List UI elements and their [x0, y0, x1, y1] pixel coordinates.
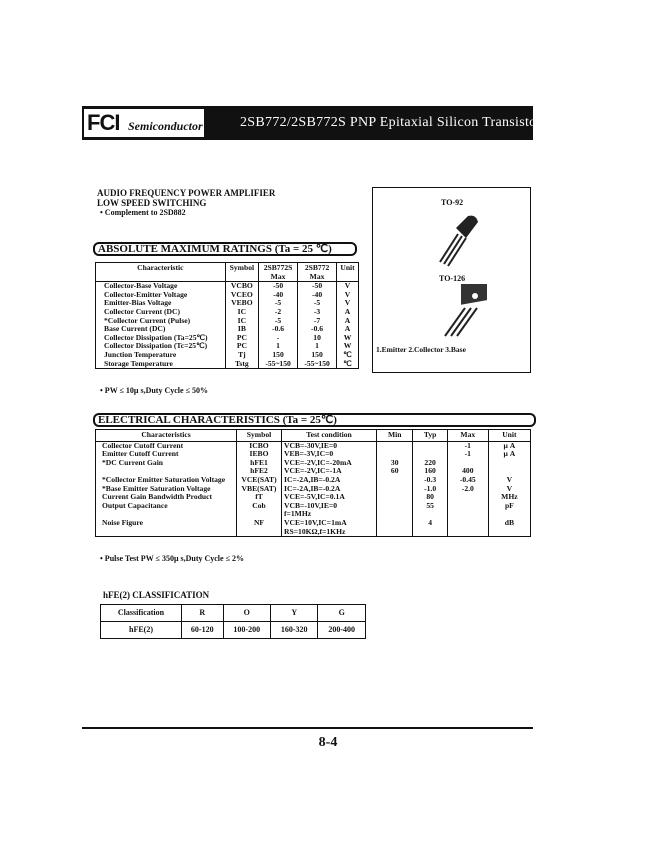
classification-header-r: R — [182, 605, 224, 622]
amr-row-cell: 1 — [298, 342, 337, 351]
ec-row-cell: VBE(SAT) — [237, 485, 282, 494]
classification-header-y: Y — [270, 605, 317, 622]
amr-row-cell: V — [337, 282, 359, 291]
ec-row-cell — [488, 528, 530, 537]
amr-row-cell: V — [337, 291, 359, 300]
ec-header-max: Max — [447, 430, 488, 442]
ec-row-cell: VCE(SAT) — [237, 476, 282, 485]
classification-value-g: 200-400 — [318, 622, 366, 639]
amr-row-cell: V — [337, 299, 359, 308]
ec-row-cell: pF — [488, 502, 530, 511]
ec-table — [95, 429, 531, 537]
ec-row-cell: μ A — [488, 441, 530, 450]
ec-row-cell: IC=-2A,IB=-0.2A — [282, 476, 377, 485]
amr-row-cell: Tstg — [225, 360, 258, 369]
feature-line-2: LOW SPEED SWITCHING — [97, 198, 207, 208]
ec-row-cell: 400 — [447, 467, 488, 476]
amr-row-cell: - — [259, 334, 298, 343]
ec-row-cell — [377, 493, 413, 502]
to126-package-icon — [431, 284, 501, 340]
ec-row-cell — [377, 441, 413, 450]
ec-row-cell: μ A — [488, 450, 530, 459]
amr-row-cell: -5 — [259, 299, 298, 308]
ec-row-cell — [377, 519, 413, 528]
ec-row-cell — [447, 502, 488, 511]
classification-header-g: G — [318, 605, 366, 622]
ec-row-cell: VCE=-2V,IC=-20mA — [282, 459, 377, 468]
amr-row-cell: ℃ — [337, 360, 359, 369]
ec-row-cell: ICBO — [237, 441, 282, 450]
ec-header-unit: Unit — [488, 430, 530, 442]
classification-title: hFE(2) CLASSIFICATION — [103, 590, 210, 600]
amr-row-cell: Collector-Base Voltage — [104, 281, 178, 291]
amr-row-cell: PC — [225, 334, 258, 343]
amr-row-cell: -50 — [298, 282, 337, 291]
ec-row-cell — [413, 528, 447, 537]
ec-row — [96, 528, 531, 537]
ec-row-cell — [377, 510, 413, 519]
amr-row-cell: VCBO — [225, 282, 258, 291]
classification-row-label: hFE(2) — [101, 622, 182, 639]
ec-row-cell: hFE2 — [237, 467, 282, 476]
ec-row-cell: -1.0 — [413, 485, 447, 494]
ec-row-cell: 160 — [413, 467, 447, 476]
logo-subtitle: Semiconductor — [128, 119, 203, 133]
ec-row-cell: *Collector Emitter Saturation Voltage — [102, 474, 226, 484]
ec-row-cell: 55 — [413, 502, 447, 511]
amr-row-cell: -2 — [259, 308, 298, 317]
ec-row-cell: V — [488, 485, 530, 494]
amr-row-cell: Base Current (DC) — [104, 324, 166, 334]
ec-row-cell: hFE1 — [237, 459, 282, 468]
ec-row — [96, 502, 531, 511]
pinout-label: 1.Emitter 2.Collector 3.Base — [376, 345, 466, 354]
amr-row-cell: W — [337, 342, 359, 351]
ec-row-cell: RS=10KΩ,f=1KHz — [282, 528, 377, 537]
amr-row-cell: PC — [225, 342, 258, 351]
amr-section-title: ABSOLUTE MAXIMUM RATINGS (Ta = 25 ℃) — [93, 242, 357, 256]
ec-row-cell: VCB=-10V,IE=0 — [282, 502, 377, 511]
to126-label: TO-126 — [439, 274, 466, 283]
amr-row-cell: 1 — [259, 342, 298, 351]
amr-row-cell: -5 — [298, 299, 337, 308]
ec-row-cell: VEB=-3V,IC=0 — [282, 450, 377, 459]
amr-row-cell: Emitter-Bias Voltage — [104, 298, 172, 308]
ec-row-cell — [377, 528, 413, 537]
amr-row-cell: Collector-Emitter Voltage — [104, 289, 188, 299]
page-number: 8-4 — [318, 735, 338, 750]
ec-row-cell: Cob — [237, 502, 282, 511]
ec-row-cell — [447, 519, 488, 528]
ec-row-cell: f=1MHz — [282, 510, 377, 519]
package-box — [372, 187, 531, 373]
ec-row-cell: MHz — [488, 493, 530, 502]
ec-row-cell: 220 — [413, 459, 447, 468]
amr-row-cell: A — [337, 317, 359, 326]
classification-header-label: Classification — [101, 605, 182, 622]
ec-row-cell: *DC Current Gain — [102, 457, 164, 467]
ec-row-cell: -0.3 — [413, 476, 447, 485]
document-title: 2SB772/2SB772S PNP Epitaxial Silicon Transistor — [240, 115, 542, 130]
ec-row-cell: -0.45 — [447, 476, 488, 485]
amr-row-cell: 150 — [298, 351, 337, 360]
ec-row-cell — [447, 510, 488, 519]
ec-row-cell: NF — [237, 519, 282, 528]
ec-row-cell — [96, 528, 237, 537]
ec-row-cell — [377, 485, 413, 494]
ec-row-cell — [413, 441, 447, 450]
ec-section-title: ELECTRICAL CHARACTERISTICS (Ta = 25℃) — [93, 413, 536, 427]
logo-mark: FCI — [87, 110, 120, 135]
ec-row-cell — [488, 459, 530, 468]
ec-header-test-condition: Test condition — [282, 430, 377, 442]
amr-row-cell: -55~150 — [259, 360, 298, 369]
amr-row-cell: Collector Dissipation (Ta=25℃) — [104, 332, 208, 342]
amr-row-cell: IC — [225, 317, 258, 326]
ec-row-cell: IEBO — [237, 450, 282, 459]
amr-row-cell: -0.6 — [259, 325, 298, 334]
ec-header-characteristics: Characteristics — [96, 430, 237, 442]
amr-row-cell: W — [337, 334, 359, 343]
amr-row-cell: Junction Temperature — [104, 349, 177, 359]
amr-row-cell: IB — [225, 325, 258, 334]
ec-row-cell: fT — [237, 493, 282, 502]
amr-header-2sb772: 2SB772 Max — [298, 263, 337, 282]
ec-row-cell: 30 — [377, 459, 413, 468]
feature-line-3: • Complement to 2SD882 — [100, 208, 186, 217]
amr-row-cell: 150 — [259, 351, 298, 360]
amr-row-cell: IC — [225, 308, 258, 317]
feature-line-1: AUDIO FREQUENCY POWER AMPLIFIER — [97, 188, 276, 198]
amr-row-cell: VCEO — [225, 291, 258, 300]
ec-header-row — [96, 430, 531, 442]
ec-header-min: Min — [377, 430, 413, 442]
amr-header-characteristic: Characteristic — [96, 263, 226, 282]
ec-row-cell: dB — [488, 519, 530, 528]
classification-header-row — [101, 605, 366, 622]
ec-row-cell: 60 — [377, 467, 413, 476]
ec-row-cell — [237, 528, 282, 537]
ec-row-cell: VCE=-5V,IC=0.1A — [282, 493, 377, 502]
classification-value-o: 100-200 — [223, 622, 270, 639]
amr-row-cell: A — [337, 308, 359, 317]
ec-row-cell: VCE=10V,IC=1mA — [282, 519, 377, 528]
amr-header-symbol: Symbol — [225, 263, 258, 282]
classification-value-row — [101, 622, 366, 639]
amr-row-cell: Collector Current (DC) — [104, 306, 181, 316]
classification-value-y: 160-320 — [270, 622, 317, 639]
amr-row-cell: VEBO — [225, 299, 258, 308]
ec-row-cell: Emitter Cutoff Current — [102, 449, 179, 459]
amr-row-cell: -55~150 — [298, 360, 337, 369]
amr-note: • PW ≤ 10μ s,Duty Cycle ≤ 50% — [100, 386, 208, 395]
amr-row-cell: -40 — [259, 291, 298, 300]
amr-header-row — [96, 263, 359, 282]
amr-row-cell: *Collector Current (Pulse) — [104, 315, 191, 325]
amr-header-2sb772s: 2SB772S Max — [259, 263, 298, 282]
amr-header-unit: Unit — [337, 263, 359, 282]
classification-value-r: 60-120 — [182, 622, 224, 639]
amr-row-cell: -7 — [298, 317, 337, 326]
classification-header-o: O — [223, 605, 270, 622]
amr-row-cell: A — [337, 325, 359, 334]
ec-row-cell: VCE=-2V,IC=-1A — [282, 467, 377, 476]
ec-row-cell: VCB=-30V,IE=0 — [282, 441, 377, 450]
amr-row-cell: Storage Temperature — [104, 358, 173, 368]
amr-row-cell: -3 — [298, 308, 337, 317]
ec-note: • Pulse Test PW ≤ 350μ s,Duty Cycle ≤ 2% — [100, 554, 244, 563]
amr-row-cell: -0.6 — [298, 325, 337, 334]
company-logo — [84, 109, 204, 137]
amr-row-cell: -5 — [259, 317, 298, 326]
ec-row-cell: Noise Figure — [102, 517, 143, 527]
ec-row-cell: -2.0 — [447, 485, 488, 494]
amr-row-cell: 10 — [298, 334, 337, 343]
ec-row-cell — [447, 493, 488, 502]
ec-row-cell: -1 — [447, 450, 488, 459]
ec-row-cell: *Base Emitter Saturation Voltage — [102, 483, 211, 493]
amr-row — [96, 360, 359, 369]
classification-table — [100, 604, 366, 639]
amr-row-cell: ℃ — [337, 351, 359, 360]
ec-header-typ: Typ — [413, 430, 447, 442]
ec-row-cell: IC=-2A,IB=-0.2A — [282, 485, 377, 494]
ec-row-cell: V — [488, 476, 530, 485]
ec-row-cell: 80 — [413, 493, 447, 502]
amr-row-cell: -40 — [298, 291, 337, 300]
header-bar — [82, 106, 542, 140]
amr-row-cell: Collector Dissipation (Tc=25℃) — [104, 341, 208, 351]
ec-row-cell: Collector Cutoff Current — [102, 440, 184, 450]
to92-label: TO-92 — [441, 198, 464, 207]
ec-row-cell: Output Capacitance — [102, 500, 168, 510]
to92-package-icon — [428, 208, 488, 268]
ec-row-cell — [447, 528, 488, 537]
ec-row-cell: 4 — [413, 519, 447, 528]
ec-row-cell: -1 — [447, 441, 488, 450]
footer-rule — [82, 727, 533, 729]
ec-row-cell — [377, 502, 413, 511]
amr-table — [95, 262, 359, 369]
amr-row-cell: Tj — [225, 351, 258, 360]
ec-row-cell — [377, 476, 413, 485]
ec-row-cell: Current Gain Bandwidth Product — [102, 492, 213, 502]
amr-row-cell: -50 — [259, 282, 298, 291]
ec-header-symbol: Symbol — [237, 430, 282, 442]
